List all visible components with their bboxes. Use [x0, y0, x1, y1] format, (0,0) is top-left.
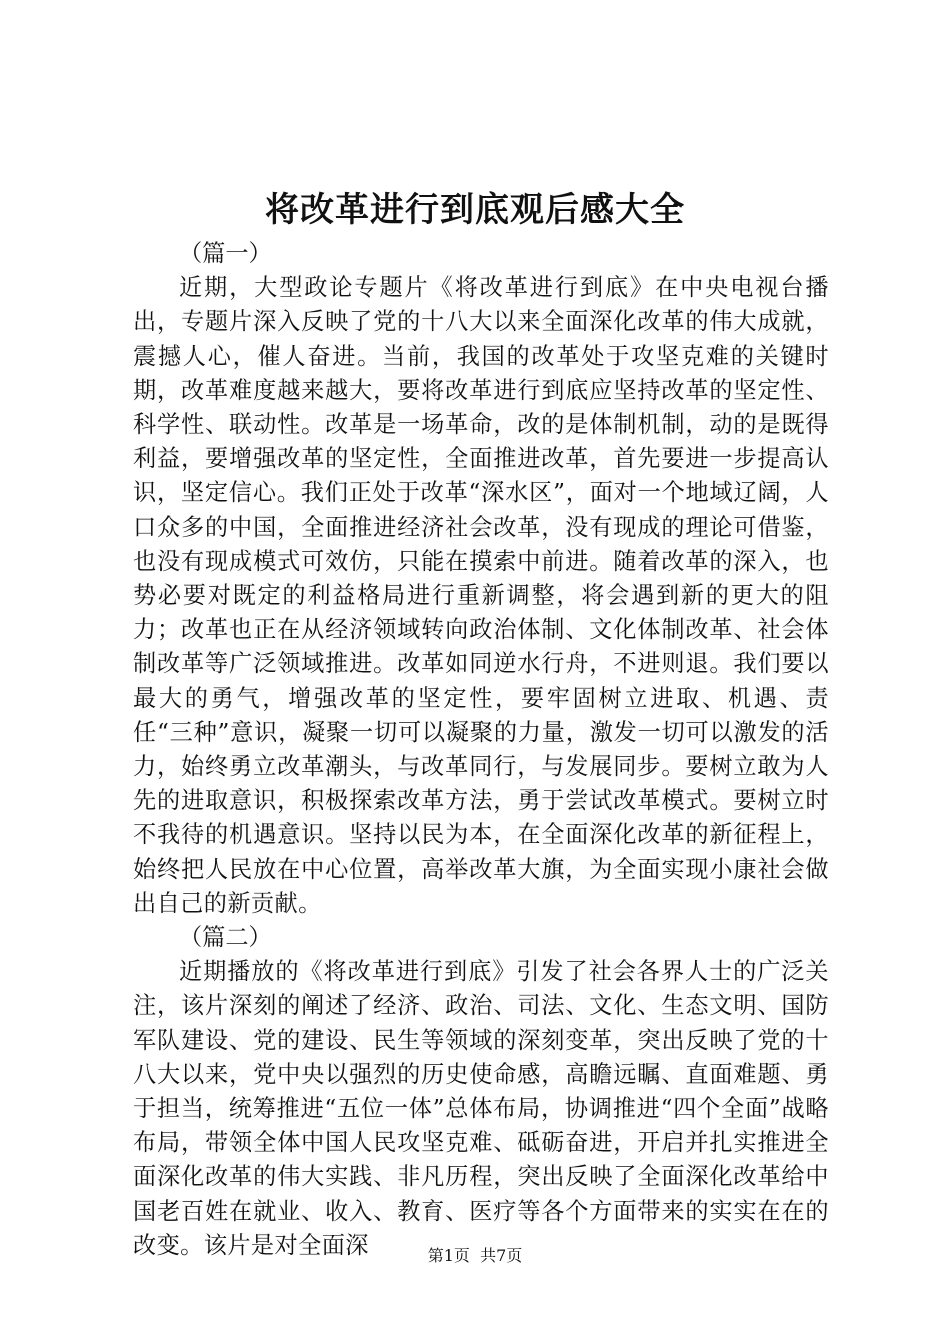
- section-paragraph-1: 近期，大型政论专题片《将改革进行到底》在中央电视台播出，专题片深入反映了党的十八大以来全面深化改革的伟大成就，震撼人心，催人奋进。当前，我国的改革处于攻坚克难的关键时期，改革难度越来越大，要将改革进行到底应坚持改革的坚定性、科学性、联动性。改革是一场革命，改的是体制机制，动的是既得利益，要增强改革的坚定性，全面推进改革，首先要进一步提高认识，坚定信心。我们正处于改革“深水区”，面对一个地域辽阔，人口众多的中国，全面推进经济社会改革，没有现成的理论可借鉴，也没有现成模式可效仿，只能在摸索中前进。随着改革的深入，也势必要对既定的利益格局进行重新调整，将会遇到新的更大的阻力；改革也正在从经济领域转向政治体制、文化体制改革、社会体制改革等广泛领域推进。改革如同逆水行舟，不进则退。我们要以最大的勇气，增强改革的坚定性，要牢固树立进取、机遇、责任“三种”意识，凝聚一切可以凝聚的力量，激发一切可以激发的活力，始终勇立改革潮头，与改革同行，与发展同步。要树立敢为人先的进取意识，积极探索改革方法，勇于尝试改革模式。要树立时不我待的机遇意识。坚持以民为本，在全面深化改革的新征程上，始终把人民放在中心位置，高举改革大旗，为全面实现小康社会做出自己的新贡献。: [133, 274, 829, 917]
- document-body: [133, 237, 829, 1263]
- section-heading-1: （篇一）: [179, 240, 272, 267]
- section-heading-2: （篇二）: [179, 924, 272, 952]
- page-number: 第1页 共7页: [427, 1246, 523, 1265]
- page-footer: [0, 1246, 950, 1266]
- section-paragraph-2: 近期播放的《将改革进行到底》引发了社会各界人士的广泛关注，该片深刻的阐述了经济、政治、司法、文化、生态文明、国防军队建设、党的建设、民生等领域的深刻变革，突出反映了党的十八大以来，党中央以强烈的历史使命感，高瞻远瞩、直面难题、勇于担当，统筹推进“五位一体”总体布局，协调推进“四个全面”战略布局，带领全体中国人民攻坚克难、砥砺奋进，开启并扎实推进全面深化改革的伟大实践、非凡历程，突出反映了全面深化改革给中国老百姓在就业、收入、教育、医疗等各个方面带来的实实在在的改变。该片是对全面深: [133, 958, 829, 1259]
- document-title: 将改革进行到底观后感大全: [265, 190, 685, 230]
